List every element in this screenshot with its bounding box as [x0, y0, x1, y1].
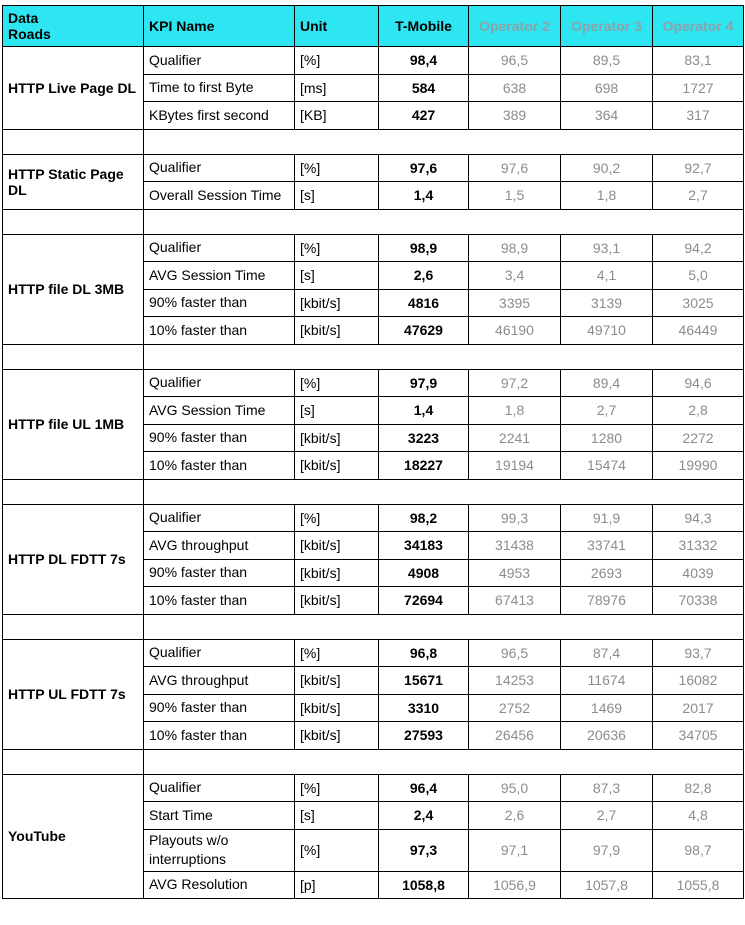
- header-operator-3: Operator 3: [561, 6, 653, 47]
- operator-4-value-cell: 16082: [653, 667, 744, 695]
- category-label: YouTube: [3, 774, 144, 899]
- category-label: HTTP file DL 3MB: [3, 234, 144, 344]
- unit-cell: [%]: [295, 154, 379, 182]
- operator-4-value-cell: 46449: [653, 317, 744, 345]
- section-spacer-row: [3, 129, 744, 154]
- unit-cell: [kbit/s]: [295, 452, 379, 480]
- operator-4-value-cell: 2017: [653, 694, 744, 722]
- tmobile-value-cell: 3223: [379, 424, 469, 452]
- unit-cell: [%]: [295, 369, 379, 397]
- operator-4-value-cell: 1727: [653, 74, 744, 102]
- unit-cell: [kbit/s]: [295, 559, 379, 587]
- section-spacer-row: [3, 614, 744, 639]
- kpi-name-cell: AVG throughput: [144, 667, 295, 695]
- operator-2-value-cell: 19194: [469, 452, 561, 480]
- section-spacer-row: [3, 479, 744, 504]
- operator-3-value-cell: 87,3: [561, 774, 653, 802]
- unit-cell: [kbit/s]: [295, 532, 379, 560]
- operator-2-value-cell: 638: [469, 74, 561, 102]
- operator-2-value-cell: 31438: [469, 532, 561, 560]
- kpi-name-cell: Qualifier: [144, 154, 295, 182]
- tmobile-value-cell: 1058,8: [379, 871, 469, 899]
- tmobile-value-cell: 4816: [379, 289, 469, 317]
- tmobile-value-cell: 98,2: [379, 504, 469, 532]
- spacer-cell: [3, 479, 144, 504]
- kpi-name-cell: AVG Resolution: [144, 871, 295, 899]
- kpi-name-cell: Qualifier: [144, 774, 295, 802]
- tmobile-value-cell: 2,6: [379, 262, 469, 290]
- operator-4-value-cell: 34705: [653, 722, 744, 750]
- spacer-cell: [144, 344, 744, 369]
- operator-3-value-cell: 15474: [561, 452, 653, 480]
- kpi-name-cell: AVG Session Time: [144, 262, 295, 290]
- section-spacer-row: [3, 749, 744, 774]
- kpi-name-cell: Qualifier: [144, 369, 295, 397]
- operator-2-value-cell: 3395: [469, 289, 561, 317]
- tmobile-value-cell: 3310: [379, 694, 469, 722]
- operator-4-value-cell: 94,2: [653, 234, 744, 262]
- operator-3-value-cell: 1280: [561, 424, 653, 452]
- kpi-name-cell: Playouts w/o interruptions: [144, 829, 295, 871]
- tmobile-value-cell: 47629: [379, 317, 469, 345]
- tmobile-value-cell: 96,4: [379, 774, 469, 802]
- unit-cell: [kbit/s]: [295, 694, 379, 722]
- operator-3-value-cell: 2693: [561, 559, 653, 587]
- tmobile-value-cell: 1,4: [379, 397, 469, 425]
- operator-4-value-cell: 82,8: [653, 774, 744, 802]
- operator-3-value-cell: 4,1: [561, 262, 653, 290]
- operator-4-value-cell: 92,7: [653, 154, 744, 182]
- unit-cell: [kbit/s]: [295, 317, 379, 345]
- operator-2-value-cell: 2,6: [469, 802, 561, 830]
- category-label: HTTP file UL 1MB: [3, 369, 144, 479]
- operator-2-value-cell: 99,3: [469, 504, 561, 532]
- kpi-name-cell: 10% faster than: [144, 587, 295, 615]
- tmobile-value-cell: 18227: [379, 452, 469, 480]
- operator-4-value-cell: 3025: [653, 289, 744, 317]
- table-row: [3, 234, 744, 262]
- kpi-name-cell: Overall Session Time: [144, 182, 295, 210]
- operator-3-value-cell: 11674: [561, 667, 653, 695]
- tmobile-value-cell: 97,3: [379, 829, 469, 871]
- kpi-name-cell: KBytes first second: [144, 102, 295, 130]
- tmobile-value-cell: 98,9: [379, 234, 469, 262]
- tmobile-value-cell: 34183: [379, 532, 469, 560]
- unit-cell: [s]: [295, 262, 379, 290]
- kpi-name-cell: 90% faster than: [144, 559, 295, 587]
- unit-cell: [kbit/s]: [295, 587, 379, 615]
- unit-cell: [s]: [295, 397, 379, 425]
- operator-2-value-cell: 4953: [469, 559, 561, 587]
- spacer-cell: [3, 614, 144, 639]
- operator-3-value-cell: 97,9: [561, 829, 653, 871]
- operator-4-value-cell: 93,7: [653, 639, 744, 667]
- operator-4-value-cell: 70338: [653, 587, 744, 615]
- operator-4-value-cell: 4039: [653, 559, 744, 587]
- operator-4-value-cell: 31332: [653, 532, 744, 560]
- category-label: HTTP UL FDTT 7s: [3, 639, 144, 749]
- category-label: HTTP Live Page DL: [3, 47, 144, 130]
- unit-cell: [kbit/s]: [295, 667, 379, 695]
- header-roads-line1: Data: [8, 10, 39, 26]
- operator-3-value-cell: 2,7: [561, 397, 653, 425]
- operator-3-value-cell: 1469: [561, 694, 653, 722]
- unit-cell: [p]: [295, 871, 379, 899]
- kpi-table: [2, 5, 744, 899]
- operator-4-value-cell: 5,0: [653, 262, 744, 290]
- spacer-cell: [144, 479, 744, 504]
- unit-cell: [%]: [295, 639, 379, 667]
- kpi-name-cell: Qualifier: [144, 504, 295, 532]
- spacer-cell: [3, 209, 144, 234]
- operator-2-value-cell: 97,1: [469, 829, 561, 871]
- operator-4-value-cell: 317: [653, 102, 744, 130]
- kpi-name-cell: AVG throughput: [144, 532, 295, 560]
- operator-3-value-cell: 364: [561, 102, 653, 130]
- operator-2-value-cell: 1056,9: [469, 871, 561, 899]
- tmobile-value-cell: 27593: [379, 722, 469, 750]
- tmobile-value-cell: 2,4: [379, 802, 469, 830]
- spacer-cell: [144, 129, 744, 154]
- unit-cell: [KB]: [295, 102, 379, 130]
- operator-3-value-cell: 698: [561, 74, 653, 102]
- tmobile-value-cell: 4908: [379, 559, 469, 587]
- spacer-cell: [144, 209, 744, 234]
- operator-2-value-cell: 96,5: [469, 47, 561, 75]
- operator-2-value-cell: 46190: [469, 317, 561, 345]
- operator-4-value-cell: 94,6: [653, 369, 744, 397]
- kpi-name-cell: Time to first Byte: [144, 74, 295, 102]
- operator-2-value-cell: 98,9: [469, 234, 561, 262]
- operator-3-value-cell: 2,7: [561, 802, 653, 830]
- unit-cell: [%]: [295, 47, 379, 75]
- header-kpi-name: KPI Name: [144, 6, 295, 47]
- unit-cell: [kbit/s]: [295, 722, 379, 750]
- operator-3-value-cell: 89,5: [561, 47, 653, 75]
- operator-3-value-cell: 1,8: [561, 182, 653, 210]
- operator-4-value-cell: 2,7: [653, 182, 744, 210]
- table-row: [3, 369, 744, 397]
- header-unit: Unit: [295, 6, 379, 47]
- tmobile-value-cell: 72694: [379, 587, 469, 615]
- operator-4-value-cell: 2,8: [653, 397, 744, 425]
- kpi-name-cell: Qualifier: [144, 639, 295, 667]
- tmobile-value-cell: 97,9: [379, 369, 469, 397]
- header-tmobile: T-Mobile: [379, 6, 469, 47]
- operator-4-value-cell: 1055,8: [653, 871, 744, 899]
- operator-2-value-cell: 67413: [469, 587, 561, 615]
- operator-4-value-cell: 19990: [653, 452, 744, 480]
- tmobile-value-cell: 584: [379, 74, 469, 102]
- operator-4-value-cell: 4,8: [653, 802, 744, 830]
- table-row: [3, 504, 744, 532]
- spacer-cell: [144, 749, 744, 774]
- tmobile-value-cell: 427: [379, 102, 469, 130]
- operator-2-value-cell: 2752: [469, 694, 561, 722]
- operator-3-value-cell: 3139: [561, 289, 653, 317]
- operator-3-value-cell: 87,4: [561, 639, 653, 667]
- header-operator-4: Operator 4: [653, 6, 744, 47]
- operator-3-value-cell: 49710: [561, 317, 653, 345]
- kpi-name-cell: 90% faster than: [144, 289, 295, 317]
- operator-2-value-cell: 389: [469, 102, 561, 130]
- tmobile-value-cell: 96,8: [379, 639, 469, 667]
- operator-3-value-cell: 90,2: [561, 154, 653, 182]
- unit-cell: [kbit/s]: [295, 424, 379, 452]
- tmobile-value-cell: 1,4: [379, 182, 469, 210]
- tmobile-value-cell: 98,4: [379, 47, 469, 75]
- operator-2-value-cell: 26456: [469, 722, 561, 750]
- table-row: [3, 639, 744, 667]
- operator-4-value-cell: 98,7: [653, 829, 744, 871]
- operator-3-value-cell: 20636: [561, 722, 653, 750]
- kpi-name-cell: Start Time: [144, 802, 295, 830]
- operator-4-value-cell: 2272: [653, 424, 744, 452]
- kpi-name-cell: 10% faster than: [144, 452, 295, 480]
- unit-cell: [kbit/s]: [295, 289, 379, 317]
- operator-2-value-cell: 97,2: [469, 369, 561, 397]
- unit-cell: [ms]: [295, 74, 379, 102]
- kpi-name-cell: AVG Session Time: [144, 397, 295, 425]
- spacer-cell: [3, 344, 144, 369]
- header-data-roads: [3, 6, 144, 47]
- spacer-cell: [3, 749, 144, 774]
- operator-4-value-cell: 94,3: [653, 504, 744, 532]
- operator-3-value-cell: 93,1: [561, 234, 653, 262]
- spacer-cell: [144, 614, 744, 639]
- unit-cell: [s]: [295, 182, 379, 210]
- operator-2-value-cell: 1,8: [469, 397, 561, 425]
- operator-2-value-cell: 95,0: [469, 774, 561, 802]
- table-row: [3, 774, 744, 802]
- unit-cell: [%]: [295, 504, 379, 532]
- table-row: [3, 47, 744, 75]
- spacer-cell: [3, 129, 144, 154]
- operator-3-value-cell: 91,9: [561, 504, 653, 532]
- operator-2-value-cell: 3,4: [469, 262, 561, 290]
- header-row: [3, 6, 744, 47]
- header-operator-2: Operator 2: [469, 6, 561, 47]
- unit-cell: [%]: [295, 829, 379, 871]
- operator-3-value-cell: 89,4: [561, 369, 653, 397]
- kpi-name-cell: Qualifier: [144, 234, 295, 262]
- kpi-name-cell: 90% faster than: [144, 694, 295, 722]
- kpi-name-cell: 90% faster than: [144, 424, 295, 452]
- operator-2-value-cell: 2241: [469, 424, 561, 452]
- unit-cell: [%]: [295, 234, 379, 262]
- operator-3-value-cell: 33741: [561, 532, 653, 560]
- operator-2-value-cell: 97,6: [469, 154, 561, 182]
- operator-3-value-cell: 78976: [561, 587, 653, 615]
- unit-cell: [%]: [295, 774, 379, 802]
- kpi-name-cell: 10% faster than: [144, 722, 295, 750]
- tmobile-value-cell: 15671: [379, 667, 469, 695]
- kpi-table-body: [3, 47, 744, 899]
- category-label: HTTP Static Page DL: [3, 154, 144, 209]
- section-spacer-row: [3, 209, 744, 234]
- header-roads-line2: Roads: [8, 26, 51, 42]
- category-label: HTTP DL FDTT 7s: [3, 504, 144, 614]
- operator-3-value-cell: 1057,8: [561, 871, 653, 899]
- section-spacer-row: [3, 344, 744, 369]
- tmobile-value-cell: 97,6: [379, 154, 469, 182]
- operator-2-value-cell: 14253: [469, 667, 561, 695]
- table-row: [3, 154, 744, 182]
- unit-cell: [s]: [295, 802, 379, 830]
- operator-4-value-cell: 83,1: [653, 47, 744, 75]
- kpi-name-cell: 10% faster than: [144, 317, 295, 345]
- kpi-name-cell: Qualifier: [144, 47, 295, 75]
- operator-2-value-cell: 96,5: [469, 639, 561, 667]
- operator-2-value-cell: 1,5: [469, 182, 561, 210]
